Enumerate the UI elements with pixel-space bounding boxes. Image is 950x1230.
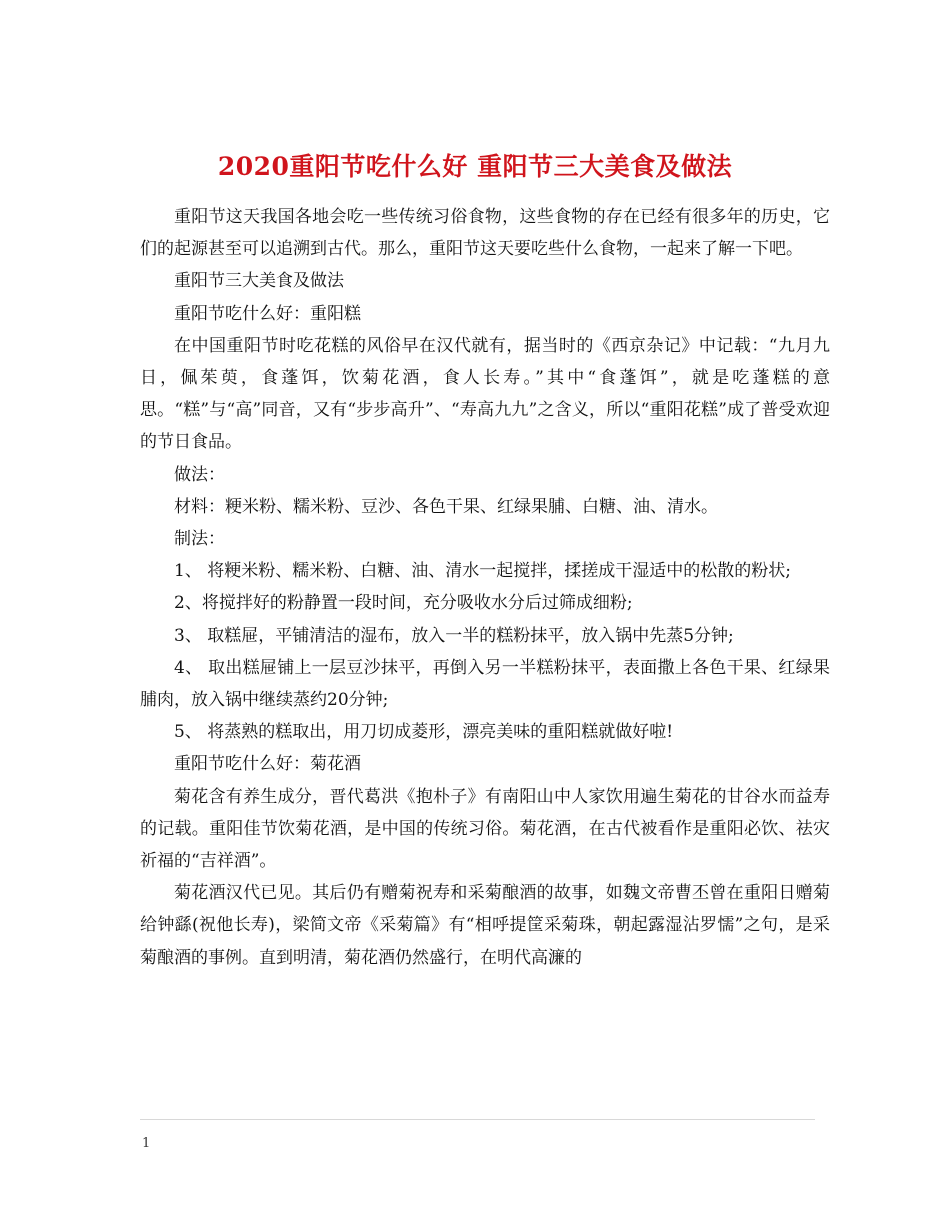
steps-label: 制法： (174, 529, 225, 550)
page-number: 1 (142, 1136, 151, 1151)
method-label: 做法： (174, 464, 225, 485)
ingredients-paragraph: 材料：粳米粉、糯米粉、豆沙、各色干果、红绿果脯、白糖、油、清水。 (174, 496, 718, 517)
document-title: 2020重阳节吃什么好 重阳节三大美食及做法 (217, 151, 733, 181)
step-item: 5、 将蒸熟的糕取出，用刀切成菱形，漂亮美味的重阳糕就做好啦! (174, 722, 674, 743)
body-paragraph: 在中国重阳节时吃花糕的风俗早在汉代就有，据当时的《西京杂记》中记载：“九月九日，佩茱萸，食蓬饵，饮菊花酒，食人长寿。”其中“食蓬饵”，就是吃蓬糕的意思。“糕”与“高”同音，又有“步步高升”、“寿高九九”之含义，所以“重阳花糕”成了普受欢迎的节日食品。 (140, 335, 830, 453)
step-item: 2、将搅拌好的粉静置一段时间，充分吸收水分后过筛成细粉; (174, 593, 633, 614)
subsection-heading: 重阳节吃什么好：重阳糕 (174, 303, 361, 324)
step-item: 3、 取糕屉，平铺清洁的湿布，放入一半的糕粉抹平，放入锅中先蒸5分钟; (174, 625, 734, 646)
step-item: 1、 将粳米粉、糯米粉、白糖、油、清水一起搅拌，揉搓成干湿适中的松散的粉状; (174, 561, 791, 582)
step-item: 4、 取出糕屉铺上一层豆沙抹平，再倒入另一半糕粉抹平，表面撒上各色干果、红绿果脯肉，放入锅中继续蒸约20分钟; (140, 657, 830, 711)
intro-paragraph: 重阳节这天我国各地会吃一些传统习俗食物，这些食物的存在已经有很多年的历史，它们的起源甚至可以追溯到古代。那么，重阳节这天要吃些什么食物，一起来了解一下吧。 (140, 207, 830, 260)
section-heading: 重阳节三大美食及做法 (174, 271, 344, 292)
body-paragraph: 菊花酒汉代已见。其后仍有赠菊祝寿和采菊酿酒的故事，如魏文帝曹丕曾在重阳日赠菊给钟繇(祝他长寿)，梁简文帝《采菊篇》有“相呼提筐采菊珠，朝起露湿沾罗懦”之句，是采菊酿酒的事例。直到明清，菊花酒仍然盛行，在明代高濂的 (140, 883, 830, 968)
subsection-heading: 重阳节吃什么好：菊花酒 (174, 754, 361, 775)
body-paragraph: 菊花含有养生成分，晋代葛洪《抱朴子》有南阳山中人家饮用遍生菊花的甘谷水而益寿的记载。重阳佳节饮菊花酒，是中国的传统习俗。菊花酒，在古代被看作是重阳必饮、祛灾祈福的“吉祥酒”。 (140, 786, 830, 872)
footer-divider (140, 1119, 815, 1120)
document-body (140, 201, 830, 974)
